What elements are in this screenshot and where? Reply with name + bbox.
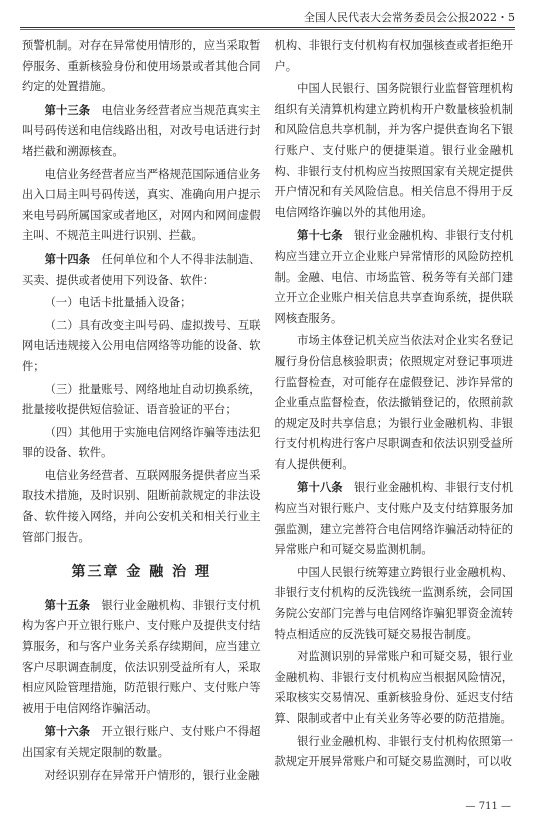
- article-text: 银行业金融机构、非银行支付机构应当对银行账户、支付账户及支付结算服务加强监测，建立完善符合电信网络诈骗活动特征的异常账户和可疑交易监测机制。: [274, 481, 513, 557]
- article-16: [22, 721, 261, 763]
- paragraph: 机构、非银行支付机构有权加强核查或者拒绝开户。: [274, 39, 513, 73]
- article-text: 开立银行账户、支付账户不得超出国家有关规定限制的数量。: [22, 725, 261, 759]
- article-title: 第十六条: [44, 724, 91, 739]
- paragraph: 市场主体登记机关应当依法对企业实名登记履行身份信息核验职责；依照规定对登记事项进行监督检查，对可能存在虚假登记、涉诈异常的企业重点监督检查，依法撤销登记的，依照前款的规定及时共享信息；为银行业金融机构、非银行支付机构进行客户尽职调查和依法识别受益所有人提供便利。: [274, 334, 513, 471]
- article-text: 电信业务经营者应当规范真实主叫号码传送和电信线路出租，对改号电话进行封堵拦截和溯源核查。: [22, 103, 261, 158]
- article-15: [22, 595, 261, 720]
- paragraph: 预警机制。对存在异常使用情形的，应当采取暂停服务、重新核验身份和使用场景或者其他合同约定的处置措施。: [22, 39, 261, 94]
- article-title: 第十四条: [44, 251, 91, 266]
- page-number: — 711 —: [465, 801, 511, 812]
- article-text: 任何单位和个人不得非法制造、买卖、提供或者使用下列设备、软件：: [22, 252, 261, 287]
- page-header: [20, 6, 515, 28]
- paragraph: 对经识别存在异常开户情形的，银行业金融: [44, 768, 260, 782]
- paragraph: 中国人民银行统筹建立跨银行业金融机构、非银行支付机构的反洗钱统一监测系统，会同国务院公安部门完善与电信网络诈骗犯罪资金流转特点相适应的反洗钱可疑交易报告制度。: [274, 565, 513, 641]
- header-rule: [20, 27, 515, 28]
- paragraph: 对监测识别的异常账户和可疑交易，银行业金融机构、非银行支付机构应当根据风险情况，采取核实交易情况、重新核验身份、延迟支付结算、限制或者中止有关业务等必要的防范措施。: [274, 650, 513, 725]
- list-item: （一）电话卡批量插入设备；: [44, 296, 192, 310]
- list-item: （四）其他用于实施电信网络诈骗等违法犯罪的设备、软件。: [22, 425, 261, 460]
- list-item: （三）批量账号、网络地址自动切换系统，批量接收提供短信验证、语音验证的平台；: [22, 382, 261, 417]
- article-title: 第十三条: [44, 102, 91, 117]
- paragraph: 电信业务经营者应当严格规范国际通信业务出入口局主叫号码传送，真实、准确向用户提示来电号码所属国家或者地区，对网内和网间虚假主叫、不规范主叫进行识别、拦截。: [22, 167, 261, 243]
- header-rule-thin: [20, 29, 515, 30]
- right-column: [275, 36, 514, 792]
- article-title: 第十八条: [297, 480, 343, 495]
- chapter-heading: 第三章 金 融 治 理: [71, 564, 211, 581]
- paragraph: 电信业务经营者、互联网服务提供者应当采取技术措施，及时识别、阻断前款规定的非法设备、软件接入网络，并向公安机关和相关行业主管部门报告。: [22, 468, 261, 544]
- article-text: 银行业金融机构、非银行支付机构为客户开立银行账户、支付账户及提供支付结算服务，和与客户业务关系存续期间，应当建立客户尽职调查制度，依法识别受益所有人，采取相应风险管理措施，防范银行账户、支付账户等被用于电信网络诈骗活动。: [22, 598, 261, 715]
- article-13: [22, 100, 261, 163]
- paragraph: 中国人民银行、国务院银行业监督管理机构组织有关清算机构建立跨机构开户数量核验机制和风险信息共享机制，并为客户提供查询名下银行账户、支付账户的便捷渠道。银行业金融机构、非银行支付机构应当按照国家有关规定提供开户情况和有关风险信息。相关信息不得用于反电信网络诈骗以外的其他用途。: [274, 82, 513, 219]
- paragraph: 银行业金融机构、非银行支付机构依照第一款规定开展异常账户和可疑交易监测时，可以收: [274, 734, 513, 769]
- left-column: [22, 36, 261, 792]
- body-columns: [22, 36, 513, 792]
- article-title: 第十七条: [297, 228, 343, 243]
- article-18: [275, 477, 514, 560]
- article-17: [275, 225, 514, 329]
- article-14: [22, 249, 261, 291]
- article-title: 第十五条: [44, 597, 91, 612]
- article-text: 银行业金融机构、非银行支付机构应当建立开立企业账户异常情形的风险防控机制。金融、电信、市场监管、税务等有关部门建立开立企业账户相关信息共享查询系统，提供联网核查服务。: [274, 229, 513, 325]
- list-item: （二）具有改变主叫号码、虚拟拨号、互联网电话违规接入公用电信网络等功能的设备、软件；: [22, 318, 261, 373]
- header-title: 全国人民代表大会常务委员会公报2022・5: [304, 11, 515, 24]
